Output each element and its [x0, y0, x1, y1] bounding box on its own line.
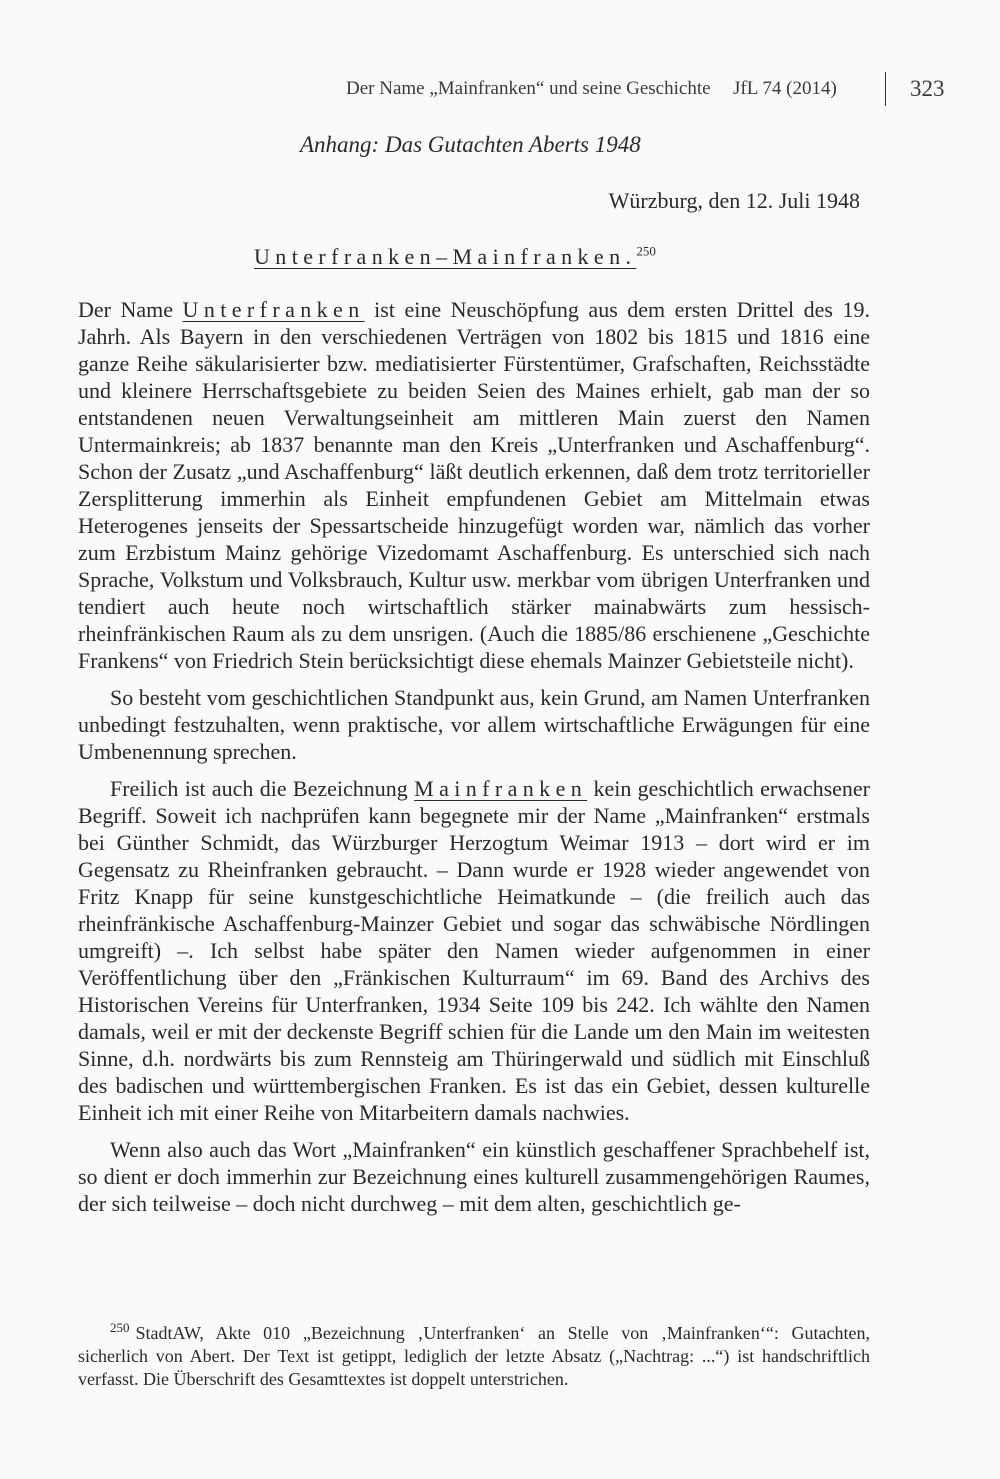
footnote [78, 1322, 870, 1391]
title-footnote-ref[interactable]: 250 [636, 243, 656, 259]
running-head-journal: JfL 74 (2014) [733, 78, 837, 99]
document-title-text: Unterfranken–Mainfranken. [254, 244, 637, 269]
footnote-number: 250 [110, 1320, 130, 1335]
paragraph-1-start: Der Name [78, 297, 183, 322]
paragraph-1 [78, 296, 870, 674]
paragraph-3 [78, 775, 870, 1126]
page-number: 323 [910, 76, 945, 101]
dateline: Würzburg, den 12. Juli 1948 [608, 188, 860, 213]
footnote-text: StadtAW, Akte 010 „Bezeichnung ‚Unterfranken‘ an Stelle von ‚Mainfranken‘“: Gutachten, sicherlich von Abert. Der Text ist getippt, lediglich der letzte Absatz („Nachtrag: ...“) ist handschriftlich verfasst. Die Überschrift des Gesamttextes ist doppelt unterstrichen. [78, 1323, 870, 1389]
body-text [78, 296, 870, 1227]
paragraph-1-rest: ist eine Neuschöpfung aus dem ersten Drittel des 19. Jahrh. Als Bayern in den verschiedenen Verträgen von 1802 bis 1815 und 1816 eine ganze Reihe säkularisierter bzw. mediatisierter Fürstentümer, Grafschaften, Reichsstädte und kleinere Herrschaftsgebiete zu beiden Seien des Maines erhielt, gab man der so entstandenen neuen Verwaltungseinheit am mittleren Main zuerst den Namen Untermainkreis; ab 1837 benannte man den Kreis „Unterfranken und Aschaffenburg“. Schon der Zusatz „und Aschaffenburg“ läßt deutlich erkennen, daß dem trotz territorieller Zersplitterung immerhin als Einheit empfundenen Gebiet am Mittelmain etwas Heterogenes jenseits der Spessartscheide hinzugefügt worden war, nämlich das vorher zum Erzbistum Mainz gehörige Vizedomamt Aschaffenburg. Es unterschied sich nach Sprache, Volkstum und Volksbrauch, Kultur usw. merkbar vom übrigen Unterfranken und tendiert auch heute noch wirtschaftlich stärker mainabwärts zum hessisch-rheinfränkischen Raum als zu dem unsrigen. (Auch die 1885/86 erschienene „Geschichte Frankens“ von Friedrich Stein berücksichtigt diese ehemals Mainzer Gebietsteile nicht). [78, 297, 870, 673]
paragraph-2: So besteht vom geschichtlichen Standpunkt aus, kein Grund, am Namen Unterfranken unbedingt festzuhalten, wenn praktische, vor allem wirtschaftliche Erwägungen für eine Umbenennung sprechen. [78, 685, 870, 764]
running-head [330, 78, 950, 104]
paragraph-4: Wenn also auch das Wort „Mainfranken“ ein künstlich geschaffener Sprachbehelf ist, so dient er doch immerhin zur Bezeichnung eines kulturell zusammengehörigen Raumes, der sich teilweise – doch nicht durchweg – mit dem alten, geschichtlich ge- [78, 1137, 870, 1216]
document-title [254, 244, 656, 270]
running-head-title: Der Name „Mainfranken“ und seine Geschichte [346, 78, 711, 99]
paragraph-3-rest: kein geschichtlich erwachsener Begriff. Soweit ich nachprüfen kann begegnete mir der Name „Mainfranken“ erstmals bei Günther Schmidt, das Würzburger Herzogtum Weimar 1913 – dort wird er im Gegensatz zu Rheinfranken gebraucht. – Dann wurde er 1928 wieder angewendet von Fritz Knapp für seine kunstgeschichtliche Heimatkunde – (die freilich auch das rheinfränkische Aschaffenburg-Mainzer Gebiet und sogar das schwäbische Nördlingen umgreift) –. Ich selbst habe später den Namen wieder aufgenommen in einer Veröffentlichung über den „Fränkischen Kulturraum“ im 69. Band des Archivs des Historischen Vereins für Unterfranken, 1934 Seite 109 bis 242. Ich wählte den Namen damals, weil er mit der deckenste Begriff schien für die Lande um den Main im weitesten Sinne, d.h. nordwärts bis zum Rennsteig am Thüringerwald und südlich mit Einschluß des badischen und württembergischen Franken. Es ist das ein Gebiet, dessen kulturelle Einheit ich mit einer Reihe von Mitarbeitern damals nachwies. [78, 776, 870, 1125]
spaced-term-unterfranken: Unterfranken [182, 297, 365, 322]
appendix-heading: Anhang: Das Gutachten Aberts 1948 [300, 132, 641, 157]
paragraph-3-start: Freilich ist auch die Bezeichnung [110, 776, 415, 801]
spaced-term-mainfranken: Mainfranken [414, 776, 588, 801]
running-head-divider [885, 72, 886, 106]
